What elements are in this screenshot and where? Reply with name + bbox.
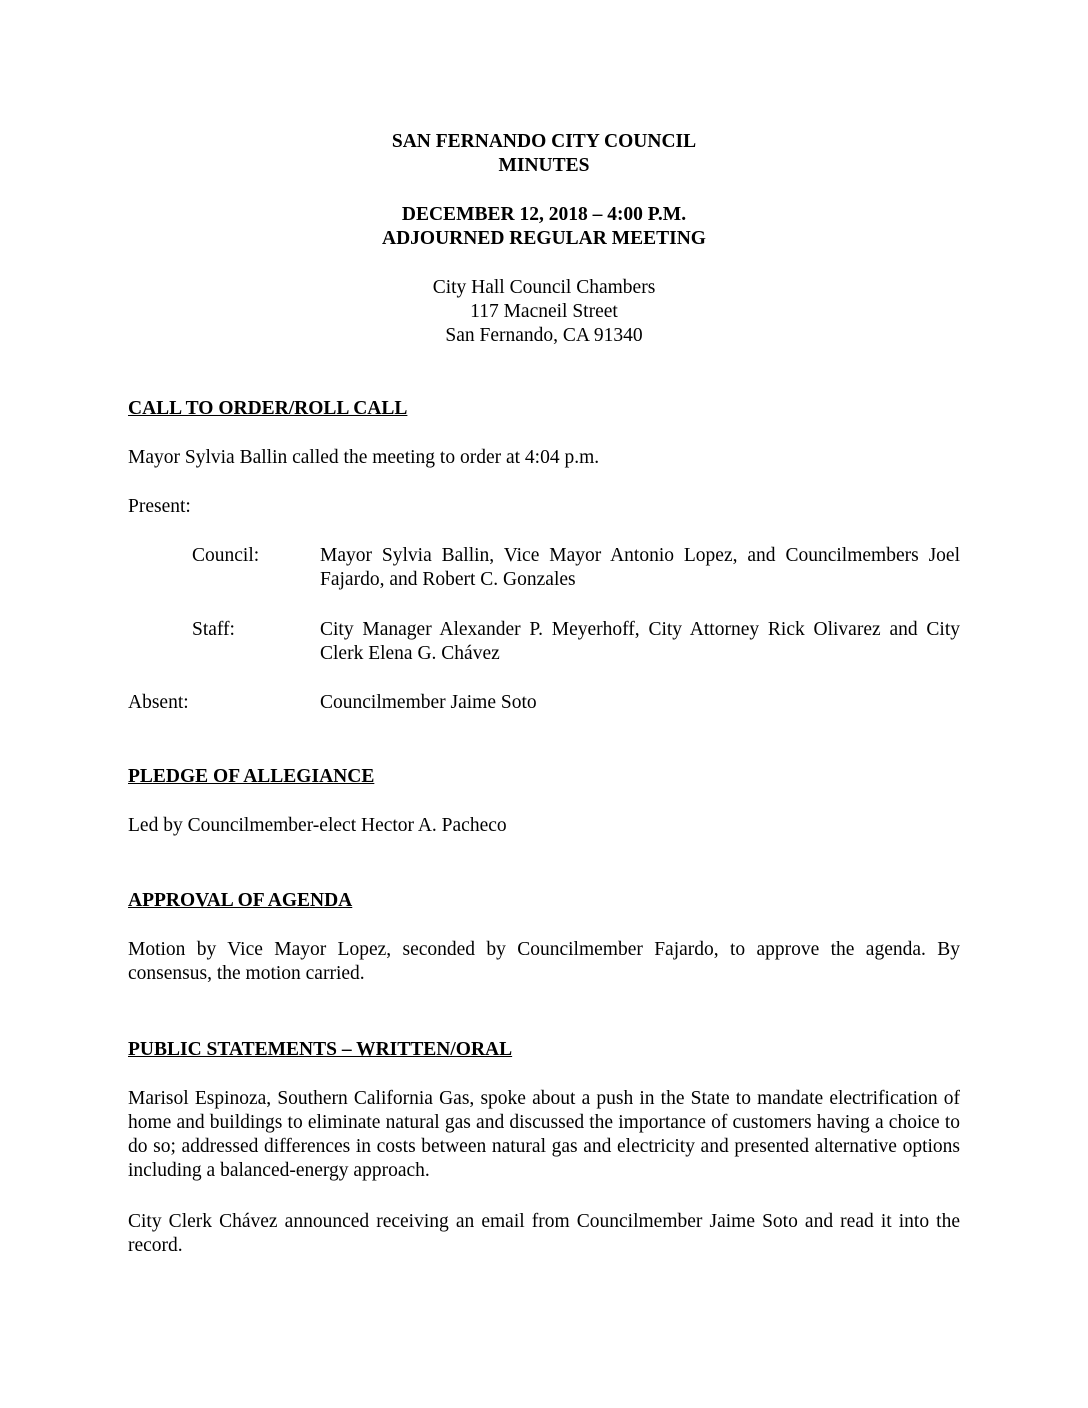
document-title: [128, 130, 960, 178]
meeting-info: [128, 203, 960, 251]
council-label: Council:: [192, 545, 260, 566]
address-line-1: City Hall Council Chambers: [432, 277, 656, 298]
meeting-type: ADJOURNED REGULAR MEETING: [382, 228, 706, 249]
public-statements-heading: PUBLIC STATEMENTS – WRITTEN/ORAL: [128, 1039, 513, 1060]
pledge-text: Led by Councilmember-elect Hector A. Pacheco: [128, 815, 507, 836]
absent-label: Absent:: [128, 692, 189, 713]
agenda-heading: APPROVAL OF AGENDA: [128, 890, 353, 911]
title-line-council: SAN FERNANDO CITY COUNCIL: [391, 131, 697, 152]
call-to-order-text: Mayor Sylvia Ballin called the meeting to order at 4:04 p.m.: [128, 447, 600, 468]
meeting-address: [128, 276, 960, 348]
public-statements-para-1: Marisol Espinoza, Southern California Gas, spoke about a push in the State to mandate electrification of home and buildings to eliminate natural gas and discussed the importance of customers having a choice to do so; addressed differences in costs between natural gas and electricity and presented alternative options including a balanced-energy approach.: [128, 1088, 960, 1181]
agenda-text: Motion by Vice Mayor Lopez, seconded by Councilmember Fajardo, to approve the agenda. By consensus, the motion carried.: [128, 939, 960, 984]
public-statements-para-2: City Clerk Chávez announced receiving an email from Councilmember Jaime Soto and read it into the record.: [128, 1211, 960, 1256]
meeting-date: DECEMBER 12, 2018 – 4:00 P.M.: [401, 204, 687, 225]
staff-label: Staff:: [192, 619, 235, 640]
staff-value: City Manager Alexander P. Meyerhoff, City Attorney Rick Olivarez and City Clerk Elena G. Chávez: [320, 619, 960, 664]
council-value: Mayor Sylvia Ballin, Vice Mayor Antonio Lopez, and Councilmembers Joel Fajardo, and Robert C. Gonzales: [320, 545, 960, 590]
address-line-2: 117 Macneil Street: [470, 301, 618, 322]
pledge-heading: PLEDGE OF ALLEGIANCE: [128, 766, 375, 787]
title-line-minutes: MINUTES: [498, 155, 590, 176]
present-label: Present:: [128, 496, 191, 517]
call-to-order-heading: CALL TO ORDER/ROLL CALL: [128, 398, 408, 419]
address-line-3: San Fernando, CA 91340: [445, 325, 643, 346]
absent-value: Councilmember Jaime Soto: [320, 692, 537, 713]
